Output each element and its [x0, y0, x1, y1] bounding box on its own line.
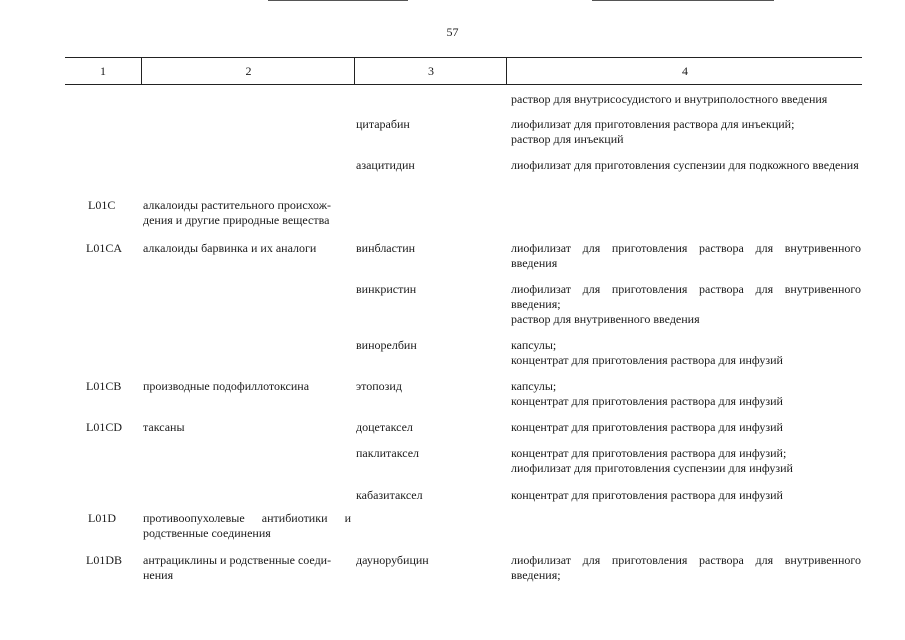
drug-cell: азацитидин	[356, 158, 415, 172]
group-line: антрациклины и родственные соеди-	[143, 553, 332, 567]
atc-code-cell: L01C	[88, 198, 116, 212]
form-cell	[511, 446, 861, 476]
page-number: 57	[446, 25, 459, 39]
form-line: раствор для внутривенного введения	[511, 312, 700, 326]
form-line: лиофилизат для приготовления раствора для внутривенного введения;	[511, 282, 861, 311]
group-cell	[143, 553, 351, 583]
column-header-1: 1	[100, 64, 106, 78]
form-cell: концентрат для приготовления раствора для инфузий	[511, 488, 783, 502]
form-cell	[511, 379, 861, 409]
column-header-2: 2	[141, 58, 355, 84]
atc-code-cell: L01D	[88, 511, 116, 525]
group-cell: алкалоиды барвинка и их аналоги	[143, 241, 317, 255]
form-cell-continuation: раствор для внутрисосудистого и внутриполостного введения	[511, 92, 828, 106]
form-line: капсулы;	[511, 379, 557, 393]
form-line: концентрат для приготовления раствора для инфузий	[511, 353, 783, 367]
atc-code-cell: L01CB	[86, 379, 122, 393]
group-cell: производные подофиллотоксина	[143, 379, 310, 393]
atc-code-cell: L01CA	[86, 241, 122, 255]
form-cell: лиофилизат для приготовления суспензии для подкожного введения	[511, 158, 859, 172]
drug-cell: винкристин	[356, 282, 417, 296]
drug-cell: кабазитаксел	[356, 488, 423, 502]
form-cell: лиофилизат для приготовления раствора для внутривенного введения;	[511, 553, 861, 582]
table-header	[65, 57, 862, 85]
atc-code-cell: L01DB	[86, 553, 122, 567]
drug-cell: цитарабин	[356, 117, 410, 131]
drug-cell: винбластин	[356, 241, 416, 255]
group-line: нения	[143, 568, 174, 582]
form-line: концентрат для приготовления раствора для инфузий	[511, 394, 783, 408]
drug-cell: паклитаксел	[356, 446, 420, 460]
form-cell	[511, 338, 861, 368]
form-cell: лиофилизат для приготовления раствора для внутривенного введения	[511, 241, 861, 270]
form-cell: концентрат для приготовления раствора для инфузий	[511, 420, 783, 434]
form-cell	[511, 282, 861, 327]
drug-cell: доцетаксел	[356, 420, 413, 434]
drug-cell: винорелбин	[356, 338, 417, 352]
drug-cell: даунорубицин	[356, 553, 429, 567]
atc-code-cell: L01CD	[86, 420, 122, 434]
form-cell	[511, 117, 861, 147]
group-cell	[143, 198, 351, 228]
scan-mark-right	[592, 0, 774, 1]
column-header-3: 3	[354, 58, 507, 84]
group-line: дения и другие природные вещества	[143, 213, 330, 227]
scan-mark-left	[268, 0, 408, 1]
form-line: лиофилизат для приготовления раствора для инъекций;	[511, 117, 795, 131]
group-cell: таксаны	[143, 420, 185, 434]
form-line: раствор для инъекций	[511, 132, 624, 146]
group-line: алкалоиды растительного происхож-	[143, 198, 332, 212]
drug-cell: этопозид	[356, 379, 402, 393]
form-line: лиофилизат для приготовления суспензии для инфузий	[511, 461, 793, 475]
form-line: капсулы;	[511, 338, 557, 352]
column-header-4: 4	[506, 58, 863, 84]
form-line: концентрат для приготовления раствора для инфузий;	[511, 446, 787, 460]
group-cell: противоопухолевые антибиотики и родственные соединения	[143, 511, 351, 540]
